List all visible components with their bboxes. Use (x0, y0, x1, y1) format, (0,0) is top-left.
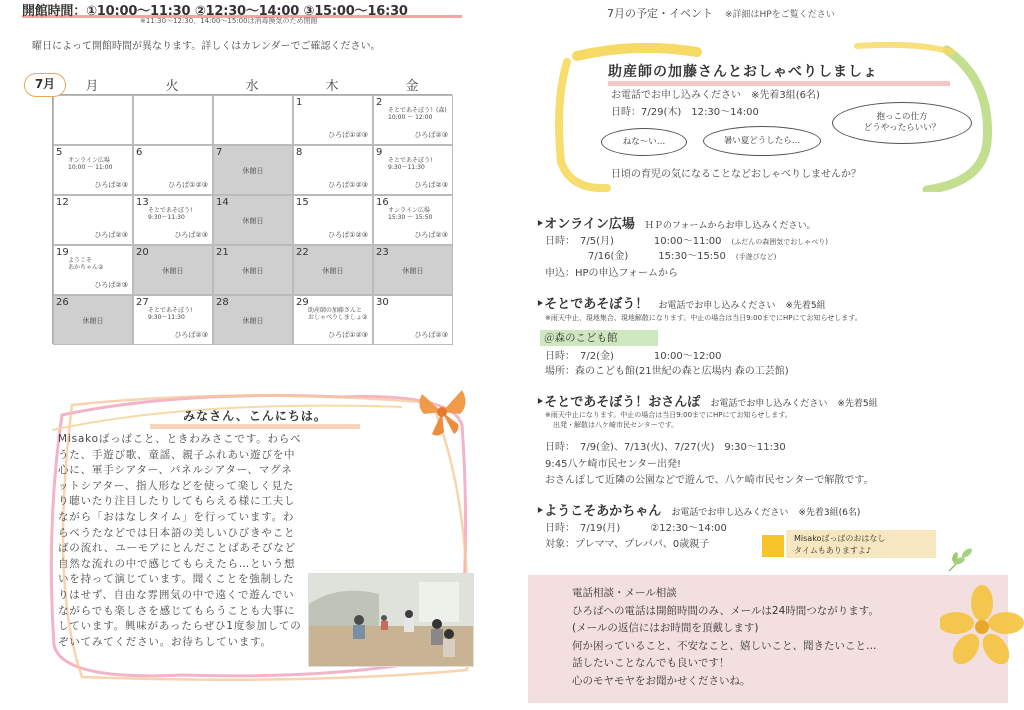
day-plaza-sessions: ひろば②③ (174, 331, 208, 339)
soto-title-text: ‣そとであそぼう！ (536, 297, 649, 312)
calendar-day-cell (373, 245, 453, 295)
weekday-mon: 月 (85, 79, 99, 94)
day-number: 27 (136, 297, 149, 308)
online-line2 (588, 247, 776, 262)
soto-date: 日時： 7/2(金) 10:00〜12:00 (545, 351, 722, 362)
online-note2: (手遊びなど) (735, 253, 777, 261)
misako-note: Misakoばっばのおはなし タイムもありますよ♪ (786, 530, 936, 558)
calendar-grid (52, 94, 452, 344)
soto-note: ※雨天中止、現地集合、現地解散になります。中止の場合は当日9:00までにHPにてお知らせします。 (545, 314, 862, 322)
calendar-day-cell (133, 245, 213, 295)
calendar-day-cell (133, 145, 213, 195)
day-number: 9 (376, 147, 383, 158)
day-number: 6 (136, 147, 143, 158)
day-number: 16 (376, 197, 389, 208)
calendar-day-cell (293, 145, 373, 195)
calendar-day-cell (213, 295, 293, 345)
day-plaza-sessions: ひろば①②③ (328, 331, 368, 339)
day-plaza-sessions: ひろば②③ (94, 281, 128, 289)
aka-sub: お電話でお申し込みください (671, 508, 789, 518)
events-header-title: 7月の予定・イベント (607, 7, 713, 20)
online-apply: 申込：HPの申込フォームから (545, 268, 679, 279)
day-number: 22 (296, 247, 309, 258)
aka-target: 対象：プレママ、プレパパ、0歳親子 (545, 539, 710, 550)
day-number: 28 (216, 297, 229, 308)
day-number: 14 (216, 197, 229, 208)
online-note1: (ふだんの森囲気でおしゃべり) (731, 238, 829, 246)
intro-text: 曜日によって開館時間が異なります。詳しくはカレンダーでご確認ください。 (32, 41, 381, 52)
day-plaza-sessions: ひろば②③ (174, 231, 208, 239)
calendar-day-cell (373, 195, 453, 245)
day-plaza-sessions: ひろば②③ (414, 131, 448, 139)
calendar-day-cell (53, 95, 133, 145)
sanpo-desc: おさんぽして近隣の公園などで遊んで、八ケ崎市民センターで解散です。 (545, 475, 874, 486)
day-plaza-sessions: ひろば②③ (414, 331, 448, 339)
soto-sub: お電話でお申し込みください (658, 301, 776, 311)
calendar-day-cell (373, 95, 453, 145)
sanpo-title-text: ‣そとであそぼう！おさんぽ (536, 395, 701, 410)
greeting-text-block (58, 432, 443, 710)
calendar-day-cell (213, 195, 293, 245)
day-number: 13 (136, 197, 149, 208)
bubble-sleep: ねな〜い… (601, 128, 687, 156)
greeting-paragraph: Misakoばっばこと、ときわみさこです。わらべうた、手遊び歌、童謡、親子ふれあい遊びを中心に、軍手シアター、パネルシアター、マグネットシアター、指人形などを使って楽しく見たり聴いたり注目したりしてもらえる様に工夫しながら「おはなしタイム」を行っています。わらべうたなどでは日本語の美しいひびきやことばの流れ、ユーモアにとんだことばあそびなど自然な流れの中で感じてもらえたら…という想いを持って演じています。聞くことを強制したりはせず、自由な雰囲気の中で遠くで遊んでいながらでも楽しさを感じてもらうことも大事にしています。興味があったらぜひ1度参加してのぞいてみてください。お待ちしています。 (58, 433, 302, 648)
bubble-hold: 抱っこの仕方 どうやったらいい？ (832, 102, 972, 144)
calendar-day-cell (213, 95, 293, 145)
calendar-day-cell (373, 145, 453, 195)
day-event: そとであそぼう! 9:30〜11:30 (388, 157, 433, 171)
day-number: 30 (376, 297, 389, 308)
weekday-tue: 火 (165, 79, 179, 94)
weekday-thu: 木 (325, 79, 339, 94)
day-plaza-sessions: ひろば①②③ (168, 181, 208, 189)
soto-location-tag: ＠森のこども館 (540, 330, 658, 346)
closed-label: 休館日 (82, 317, 104, 325)
day-number: 5 (56, 147, 63, 158)
calendar-day-cell (293, 245, 373, 295)
closed-label: 休館日 (242, 317, 264, 325)
day-number: 7 (216, 147, 223, 158)
photo-scene (309, 574, 474, 667)
hours-note: ※11:30〜12:30、14:00〜15:00は消毒換気のため閉館 (140, 17, 318, 25)
closed-label: 休館日 (162, 267, 184, 275)
calendar-day-cell (293, 295, 373, 345)
calendar-day-cell (133, 95, 213, 145)
yellow-accent (762, 535, 784, 557)
calendar-day-cell (133, 295, 213, 345)
day-plaza-sessions: ひろば①②③ (328, 181, 368, 189)
day-number: 12 (56, 197, 69, 208)
online-title-text: ‣オンライン広場 (536, 217, 635, 232)
day-number: 15 (296, 197, 309, 208)
calendar-day-cell (53, 145, 133, 195)
closed-label: 休館日 (322, 267, 344, 275)
day-number: 1 (296, 97, 303, 108)
calendar-day-cell (213, 245, 293, 295)
closed-label: 休館日 (402, 267, 424, 275)
calendar-day-cell (293, 95, 373, 145)
midwife-apply-text: お電話でお申し込みください (611, 90, 741, 101)
day-event: そとであそぼう! 9:30〜11:30 (148, 307, 193, 321)
calendar-day-cell (53, 245, 133, 295)
day-plaza-sessions: ひろば①②③ (328, 131, 368, 139)
day-number: 20 (136, 247, 149, 258)
bubble-summer: 暑い夏どうしたら… (703, 126, 821, 156)
sanpo-sub: お電話でお申し込みください (710, 399, 828, 409)
calendar-day-cell (293, 195, 373, 245)
sanpo-date: 日時： 7/9(金)、7/13(火)、7/27(火) 9:30〜11:30 (545, 442, 786, 453)
consultation-text: 電話相談・メール相談 ひろばへの電話は開館時間のみ、メールは24時間つながります。 (メールの返信にはお時間を頂戴します) 何か困っていること、不安なこと、嬉しいこと、聞きたいこと… 話したいことなんでも良いです！ 心のモヤモヤをお聞かせくださいね。 (572, 587, 879, 687)
soto-place: 場所：森のこども館(21世紀の森と広場内 森の工芸館) (545, 366, 789, 377)
calendar-day-cell (373, 295, 453, 345)
midwife-footer: 日頃の育児の気になることなどおしゃべりしませんか？ (611, 169, 861, 180)
closed-label: 休館日 (242, 167, 264, 175)
leaf-icon (945, 545, 975, 573)
day-plaza-sessions: ひろば②③ (94, 181, 128, 189)
day-plaza-sessions: ひろば②③ (414, 231, 448, 239)
aka-date: 日時： 7/19(月) ②12:30〜14:00 (545, 523, 727, 534)
flower-icon (940, 585, 1024, 669)
midwife-capacity: ※先着3組(6名) (751, 90, 820, 101)
online-date2: 7/16(金) 15:30〜15:50 (588, 251, 726, 262)
day-number: 29 (296, 297, 309, 308)
events-header (607, 5, 835, 21)
calendar-day-cell (133, 195, 213, 245)
day-number: 8 (296, 147, 303, 158)
day-number: 19 (56, 247, 69, 258)
weekday-wed: 水 (245, 79, 259, 94)
day-number: 26 (56, 297, 69, 308)
aka-title-text: ‣ようこそあかちゃん (536, 504, 662, 519)
sanpo-capacity: ※先着5組 (837, 399, 878, 409)
soto-capacity: ※先着5組 (785, 301, 826, 311)
day-plaza-sessions: ひろば②③ (94, 231, 128, 239)
sanpo-depart: 9:45八ケ崎市民センター出発! (545, 459, 682, 470)
online-plaza-title (536, 213, 815, 232)
day-plaza-sessions: ひろば①②③ (328, 231, 368, 239)
soto-title (536, 293, 826, 312)
opening-hours: 開館時間：①10:00〜11:30 ②12:30〜14:00 ③15:00〜16:30 (22, 0, 462, 18)
closed-label: 休館日 (242, 267, 264, 275)
online-sub: ＨＰのフォームからお申し込みください。 (644, 221, 816, 231)
aka-capacity: ※先着3組(6名) (798, 508, 861, 518)
akachan-title (536, 500, 860, 519)
day-number: 2 (376, 97, 383, 108)
calendar-weekdays (52, 75, 452, 94)
day-event: ようこそ あかちゃん② (68, 257, 104, 271)
month-badge: 7月 (24, 73, 66, 97)
day-number: 21 (216, 247, 229, 258)
midwife-date: 日時：7/29(木) 12:30〜14:00 (611, 107, 759, 118)
weekday-fri: 金 (405, 79, 419, 94)
sanpo-note2: 出発・解散は八ケ崎市民センターです。 (553, 421, 679, 429)
calendar-day-cell (53, 195, 133, 245)
closed-label: 休館日 (242, 217, 264, 225)
sanpo-title (536, 391, 878, 410)
midwife-title: 助産師の加藤さんとおしゃべりしましょ (608, 63, 950, 86)
calendar-day-cell (213, 145, 293, 195)
activity-photo (308, 573, 474, 667)
day-event: そとであそぼう! 9:30〜11:30 (148, 207, 193, 221)
day-event: そとであそぼう！(森) 10:00 〜 12:00 (388, 107, 447, 121)
online-date1: 日時： 7/5(月) 10:00〜11:00 (545, 236, 722, 247)
calendar-day-cell (53, 295, 133, 345)
day-event: オンライン広場 15:30 〜 15:50 (388, 207, 433, 221)
sanpo-note1: ※雨天中止になります。中止の場合は当日9:00までにHPにてお知らせします。 (545, 411, 792, 419)
midwife-apply (611, 86, 820, 101)
day-event: オンライン広場 10:00 〜 11:00 (68, 157, 113, 171)
greeting-title: みなさん、こんにちは。 (150, 408, 360, 429)
day-plaza-sessions: ひろば②③ (414, 181, 448, 189)
day-event: 助産師の加藤さんと おしゃべりしましょ② (308, 307, 368, 321)
events-header-note: ※詳細はHPをご覧ください (725, 10, 835, 20)
online-line1 (545, 232, 828, 247)
day-number: 23 (376, 247, 389, 258)
